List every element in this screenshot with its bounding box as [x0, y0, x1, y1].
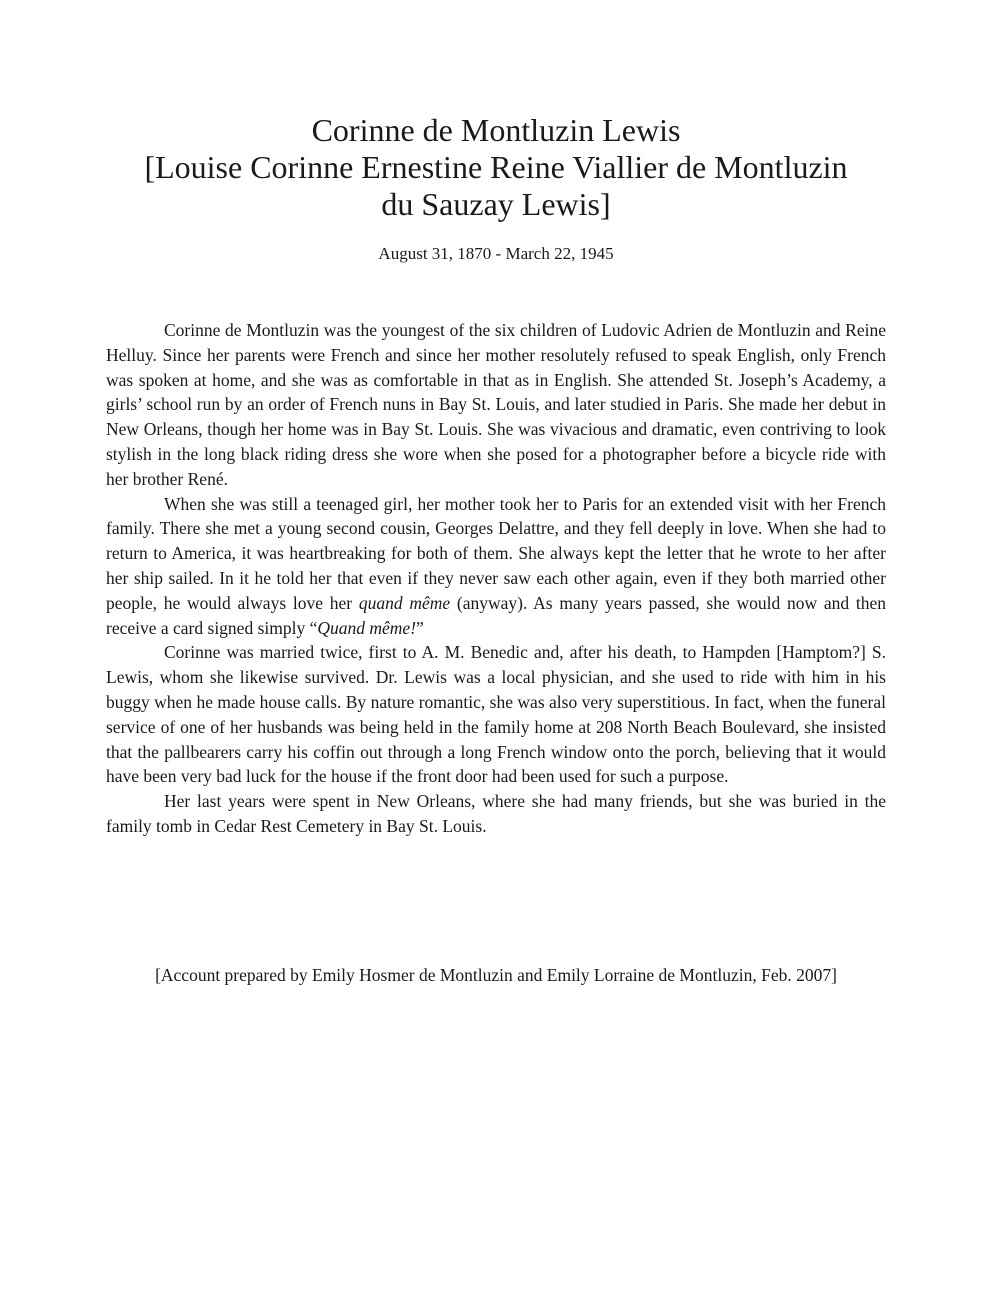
paragraph-1: Corinne de Montluzin was the youngest of the six children of Ludovic Adrien de Montluzin and Reine Helluy. Since her parents were French and since her mother resolutely refused to speak English, only French was spoken at home, and she was as comfortable in that as in English. She attended St. Joseph’s Academy, a girls’ school run by an order of French nuns in Bay St. Louis, and later studied in Paris. She made her debut in New Orleans, though her home was in Bay St. Louis. She was vivacious and dramatic, even contriving to look stylish in the long black riding dress she wore when she posed for a photographer before a bicycle ride with her brother René.	[106, 320, 886, 489]
paragraph-2-text-b: (anyway). As many years passed, she would now and then receive a card signed simply “	[106, 592, 886, 638]
paragraph-2-text-c: ”	[416, 617, 424, 638]
title-line-1: Corinne de Montluzin Lewis	[311, 112, 681, 148]
life-dates: August 31, 1870 - March 22, 1945	[378, 244, 614, 263]
paragraph-2-italic-2: Quand même!	[317, 617, 417, 638]
paragraph-4: Her last years were spent in New Orleans, where she had many friends, but she was buried in the family tomb in Cedar Rest Cemetery in Bay St. Louis.	[106, 791, 886, 836]
paragraph-3: Corinne was married twice, first to A. M. Benedic and, after his death, to Hampden [Hamptom?] S. Lewis, whom she likewise survived. Dr. Lewis was a local physician, and she used to ride with him in his buggy when he made house calls. By nature romantic, she was also very superstitious. In fact, when the funeral service of one of her husbands was being held in the family home at 208 North Beach Boulevard, she insisted that the pallbearers carry his coffin out through a long French window onto the porch, believing that it would have been very bad luck for the house if the front door had been used for such a purpose.	[106, 642, 886, 787]
paragraph-2-text-a: When she was still a teenaged girl, her mother took her to Paris for an extended visit with her French family. There she met a young second cousin, Georges Delattre, and they fell deeply in love. When she had to return to America, it was heartbreaking for both of them. She always kept the letter that he wrote to her after her ship sailed. In it he told her that even if they never saw each other again, even if they both married other people, he would always love her	[106, 493, 886, 613]
paragraph-2-italic-1: quand même	[358, 592, 451, 613]
paragraph-2	[106, 492, 886, 641]
account-attribution: [Account prepared by Emily Hosmer de Montluzin and Emily Lorraine de Montluzin, Feb. 2007]	[155, 965, 837, 985]
title-line-2: [Louise Corinne Ernestine Reine Viallier de Montluzin	[144, 149, 848, 185]
title-line-3: du Sauzay Lewis]	[381, 186, 611, 222]
page-title	[0, 112, 992, 223]
biography-body	[106, 318, 886, 839]
